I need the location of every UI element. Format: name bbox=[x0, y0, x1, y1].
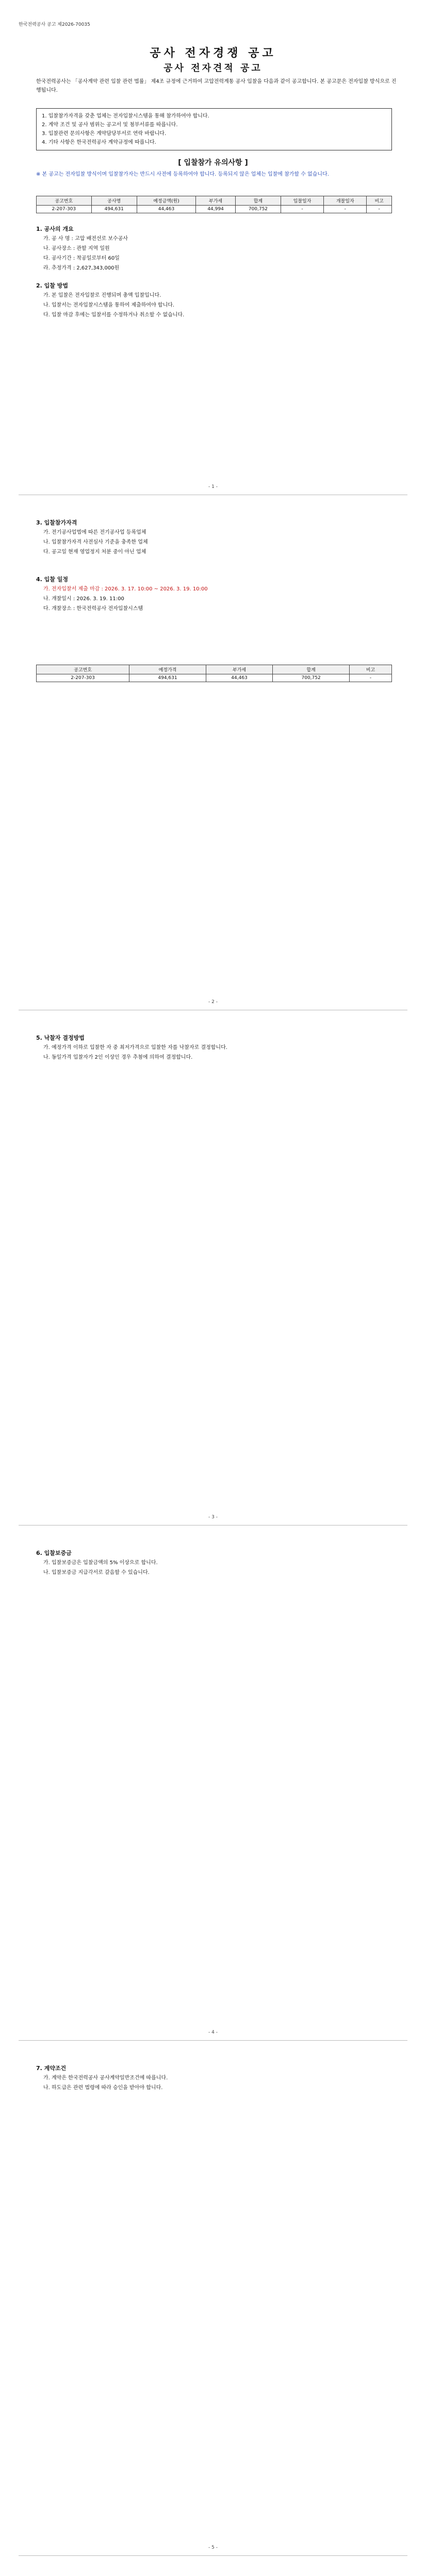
intro-text: 한국전력공사는 「공사계약 관련 입찰 관련 법률」 제4조 규정에 근거하여 고압전력계통 공사 입찰을 다음과 같이 공고합니다. 본 공고문은 전자입찰 방식으로 진행됩니다. bbox=[36, 79, 397, 93]
table-cell: 494,631 bbox=[91, 206, 137, 213]
section-heading: 2. 입찰 방법 bbox=[36, 282, 68, 289]
table-header-cell: 부가세 bbox=[196, 196, 236, 206]
section-5 bbox=[36, 1030, 392, 1063]
summary-line: 2. 계약 조건 및 공사 범위는 공고서 및 첨부서류를 따릅니다. bbox=[42, 122, 178, 128]
section-heading: 1. 공사의 개요 bbox=[36, 226, 74, 232]
table-cell: 494,631 bbox=[129, 674, 206, 682]
table-cell: 44,463 bbox=[206, 674, 272, 682]
table-row bbox=[37, 206, 392, 213]
table-header-cell: 공고번호 bbox=[37, 196, 92, 206]
table-cell: - bbox=[281, 206, 323, 213]
section-line: 다. 공사기간 : 착공일로부터 60일 bbox=[43, 256, 120, 261]
section-line: 나. 입찰서는 전자입찰시스템을 통하여 제출하여야 합니다. bbox=[43, 302, 175, 308]
summary-line: 1. 입찰참가자격을 갖춘 업체는 전자입찰시스템을 통해 참가하여야 합니다. bbox=[42, 113, 209, 119]
summary-line: 4. 기타 사항은 한국전력공사 계약규정에 따릅니다. bbox=[42, 140, 156, 145]
section-line: 가. 공 사 명 : 고압 배전선로 보수공사 bbox=[43, 236, 128, 242]
table-header-cell: 합계 bbox=[273, 665, 350, 674]
section-line: 나. 개찰일시 : 2026. 3. 19. 11:00 bbox=[43, 596, 124, 602]
document-ref: 한국전력공사 공고 제2026-70035 bbox=[19, 22, 90, 27]
table-cell: 44,463 bbox=[137, 206, 196, 213]
section-line: 라. 추정가격 : 2,627,343,000원 bbox=[43, 265, 120, 271]
notice-heading: [ 입찰참가 유의사항 ] bbox=[178, 159, 248, 167]
section-line: 가. 전자입찰서 제출 마감 : 2026. 3. 17. 10:00 ~ 2026. 3. 19. 10:00 bbox=[43, 586, 208, 592]
section-line: 나. 하도급은 관련 법령에 따라 승인을 받아야 합니다. bbox=[43, 2085, 163, 2091]
notice-text: ※ 본 공고는 전자입찰 방식이며 입찰참가자는 반드시 사전에 등록하여야 합니다. 등록되지 않은 업체는 입찰에 참가할 수 없습니다. bbox=[36, 172, 329, 177]
table-cell: 700,752 bbox=[235, 206, 281, 213]
table-cell: - bbox=[324, 206, 367, 213]
section-3 bbox=[36, 515, 392, 557]
page-divider bbox=[19, 2555, 407, 2556]
table-cell: 2-207-303 bbox=[37, 206, 92, 213]
section-line: 가. 본 입찰은 전자입찰로 진행되며 총액 입찰입니다. bbox=[43, 293, 161, 298]
page-divider bbox=[19, 1525, 407, 1526]
table-header-cell: 입찰일자 bbox=[281, 196, 323, 206]
page-number: - 1 - bbox=[208, 484, 218, 489]
section-4 bbox=[36, 572, 392, 614]
table-row bbox=[37, 674, 392, 682]
section-6 bbox=[36, 1546, 392, 1578]
page-number: - 2 - bbox=[208, 999, 218, 1005]
summary-box bbox=[36, 108, 392, 150]
page-number: - 3 - bbox=[208, 1515, 218, 1520]
section-line: 나. 입찰참가자격 사전심사 기준을 충족한 업체 bbox=[43, 539, 148, 545]
bid-table bbox=[36, 196, 392, 213]
page-title: 공사 전자경쟁 공고 bbox=[150, 47, 276, 60]
summary-line: 3. 입찰관련 문의사항은 계약담당부서로 연락 바랍니다. bbox=[42, 131, 167, 137]
table-header-cell: 비고 bbox=[349, 665, 391, 674]
section-heading: 7. 계약조건 bbox=[36, 2065, 67, 2072]
table-header-cell: 예정가격 bbox=[129, 665, 206, 674]
table-header-row bbox=[37, 665, 392, 674]
section-7 bbox=[36, 2061, 392, 2093]
section-heading: 4. 입찰 일정 bbox=[36, 576, 68, 583]
price-table bbox=[36, 665, 392, 682]
section-heading: 5. 낙찰자 결정방법 bbox=[36, 1035, 85, 1041]
table-cell: - bbox=[349, 674, 391, 682]
table-header-cell: 비고 bbox=[367, 196, 392, 206]
table-cell: - bbox=[367, 206, 392, 213]
page-number: - 5 - bbox=[208, 2545, 218, 2550]
section-line: 다. 개찰장소 : 한국전력공사 전자입찰시스템 bbox=[43, 606, 143, 612]
section-line: 가. 예정가격 이하로 입찰한 자 중 최저가격으로 입찰한 자를 낙찰자로 결정합니다. bbox=[43, 1045, 227, 1050]
table-cell: 44,994 bbox=[196, 206, 236, 213]
section-line: 가. 계약은 한국전력공사 공사계약일반조건에 따릅니다. bbox=[43, 2075, 168, 2081]
section-line: 다. 입찰 마감 후에는 입찰서를 수정하거나 취소할 수 없습니다. bbox=[43, 312, 185, 318]
table-cell: 700,752 bbox=[273, 674, 350, 682]
table-header-cell: 개찰일자 bbox=[324, 196, 367, 206]
section-heading: 3. 입찰참가자격 bbox=[36, 519, 77, 526]
table-header-row bbox=[37, 196, 392, 206]
section-line: 나. 공사장소 : 관할 지역 일원 bbox=[43, 246, 110, 251]
section-2 bbox=[36, 278, 392, 320]
table-header-cell: 공고번호 bbox=[37, 665, 129, 674]
table-cell: 2-207-303 bbox=[37, 674, 129, 682]
page-divider bbox=[19, 2040, 407, 2041]
table-header-cell: 합계 bbox=[235, 196, 281, 206]
page-number: - 4 - bbox=[208, 2030, 218, 2035]
section-heading: 6. 입찰보증금 bbox=[36, 1550, 72, 1556]
table-header-cell: 부가세 bbox=[206, 665, 272, 674]
section-line: 가. 전기공사업법에 따른 전기공사업 등록업체 bbox=[43, 530, 146, 535]
section-1 bbox=[36, 222, 392, 274]
section-line: 나. 입찰보증금 지급각서로 갈음할 수 있습니다. bbox=[43, 1570, 150, 1575]
table-header-cell: 공사명 bbox=[91, 196, 137, 206]
section-line: 다. 공고일 현재 영업정지 처분 중이 아닌 업체 bbox=[43, 549, 146, 555]
section-line: 나. 동일가격 입찰자가 2인 이상인 경우 추첨에 의하여 결정합니다. bbox=[43, 1055, 193, 1060]
section-line: 가. 입찰보증금은 입찰금액의 5% 이상으로 합니다. bbox=[43, 1560, 158, 1566]
page-subtitle: 공사 전자견적 공고 bbox=[163, 63, 263, 74]
table-header-cell: 예정금액(원) bbox=[137, 196, 196, 206]
